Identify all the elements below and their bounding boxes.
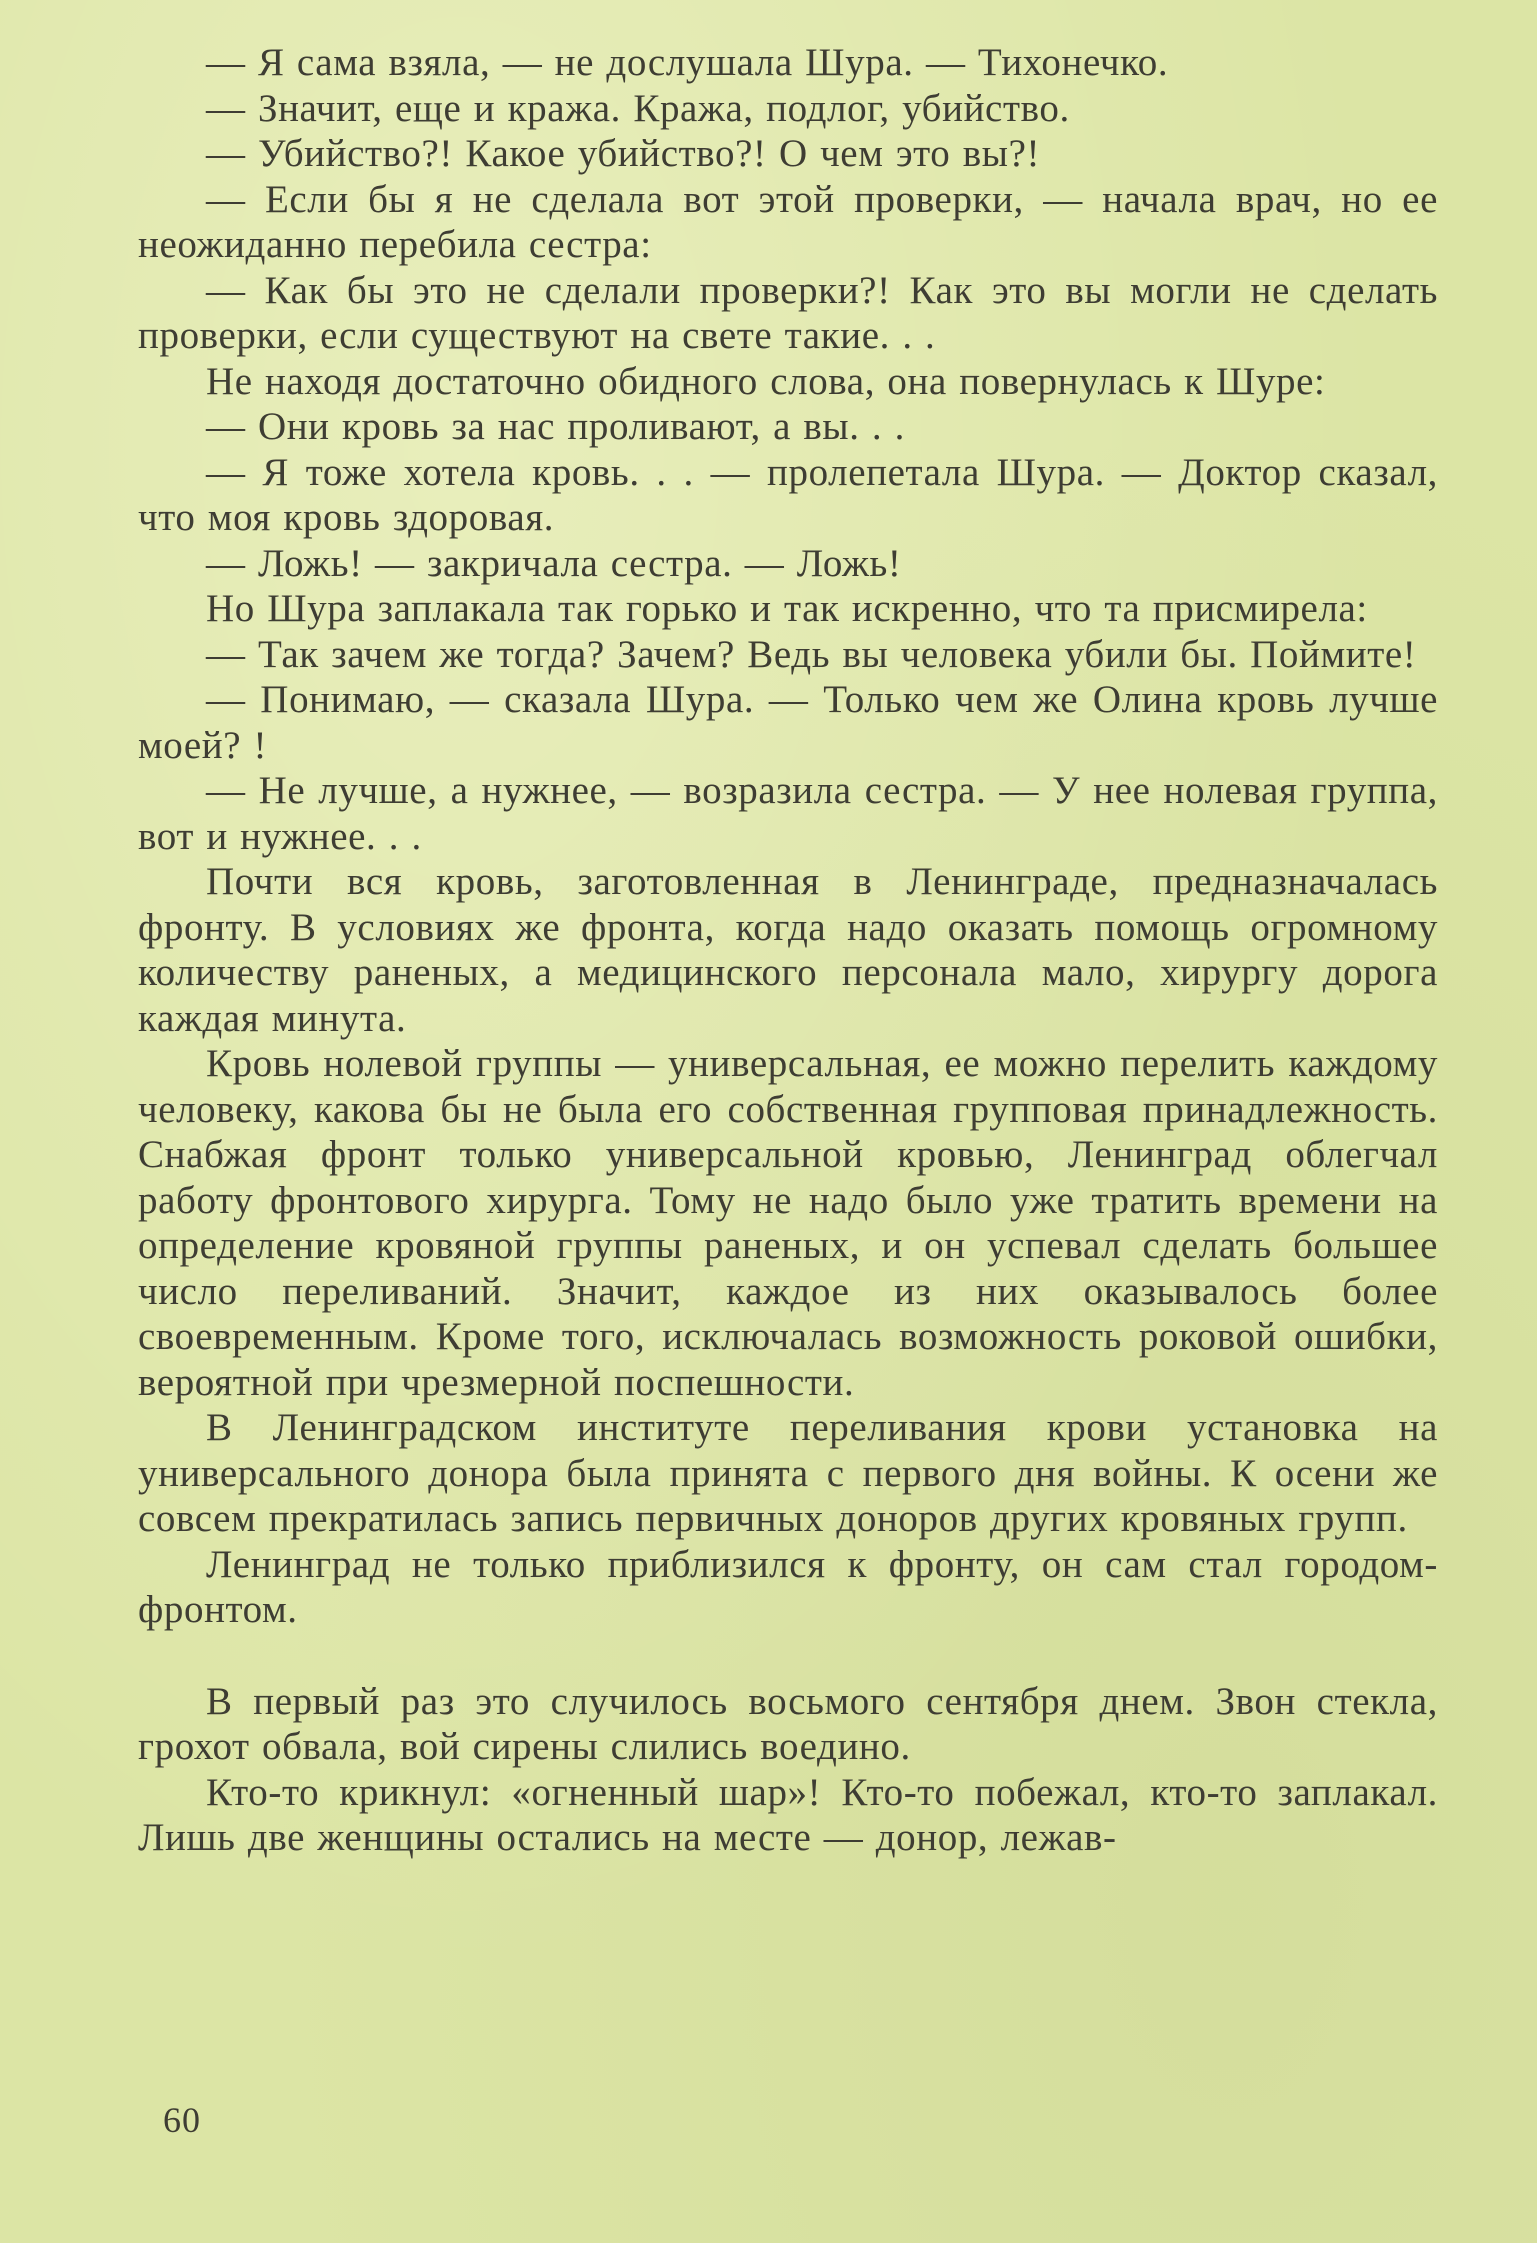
paragraph: Ленинград не только приблизился к фронту, он сам стал городом-фронтом. <box>138 1542 1438 1631</box>
paragraph: В первый раз это случилось восьмого сентября днем. Звон стекла, грохот обвала, вой сирены слились воедино. <box>138 1679 1438 1768</box>
page-number: 60 <box>163 2100 201 2140</box>
paragraph: — Я тоже хотела кровь. . . — пролепетала Шура. — Доктор сказал, что моя кровь здоровая. <box>138 450 1438 539</box>
paragraph: Кровь нолевой группы — универсальная, ее можно перелить каждому человеку, какова бы не была его собственная групповая принадлежность. Снабжая фронт только универсальной кровью, Ленинград облегчал работу фронтового хирурга. Тому не надо было уже тратить времени на определение кровяной группы раненых, и он успевал сделать большее число переливаний. Значит, каждое из них оказывалось более своевременным. Кроме того, исключалась возможность роковой ошибки, вероятной при чрезмерной поспешности. <box>138 1042 1438 1404</box>
paragraph: Кто-то крикнул: «огненный шар»! Кто-то побежал, кто-то заплакал. Лишь две женщины остались на месте — донор, лежав- <box>138 1770 1438 1859</box>
paragraph: — Я сама взяла, — не дослушала Шура. — Тихонечко. <box>206 41 1169 84</box>
paragraph: — Так зачем же тогда? Зачем? Ведь вы человека убили бы. Поймите! <box>206 632 1417 676</box>
body-text <box>138 40 1438 1861</box>
paragraph: — Значит, еще и кража. Кража, подлог, убийство. <box>206 86 1070 130</box>
paragraph: — Понимаю, — сказала Шура. — Только чем же Олина кровь лучше моей? ! <box>138 678 1438 767</box>
paragraph: — Не лучше, а нужнее, — возразила сестра. — У нее нолевая группа, вот и нужнее. . . <box>138 769 1438 858</box>
paragraph: Не находя достаточно обидного слова, она повернулась к Шуре: <box>206 359 1326 403</box>
paragraph: — Убийство?! Какое убийство?! О чем это вы?! <box>206 132 1041 175</box>
paragraph: — Ложь! — закричала сестра. — Ложь! <box>206 541 902 585</box>
paragraph: Но Шура заплакала так горько и так искренно, что та присмирела: <box>206 587 1368 630</box>
section-break <box>138 1633 1438 1679</box>
paragraph: — Если бы я не сделала вот этой проверки, — начала врач, но ее неожиданно перебила сестра: <box>138 177 1438 266</box>
paragraph: Почти вся кровь, заготовленная в Ленинграде, предназначалась фронту. В условиях же фронта, когда надо оказать помощь огромному количеству раненых, а медицинского персонала мало, хирургу дорога каждая минута. <box>138 860 1438 1040</box>
paragraph: — Они кровь за нас проливают, а вы. . . <box>206 405 905 448</box>
paragraph: — Как бы это не сделали проверки?! Как это вы могли не сделать проверки, если существуют на свете такие. . . <box>138 268 1438 357</box>
paragraph: В Ленинградском институте переливания крови установка на универсального донора была принята с первого дня войны. К осени же совсем прекратилась запись первичных доноров других кровяных групп. <box>138 1406 1438 1540</box>
